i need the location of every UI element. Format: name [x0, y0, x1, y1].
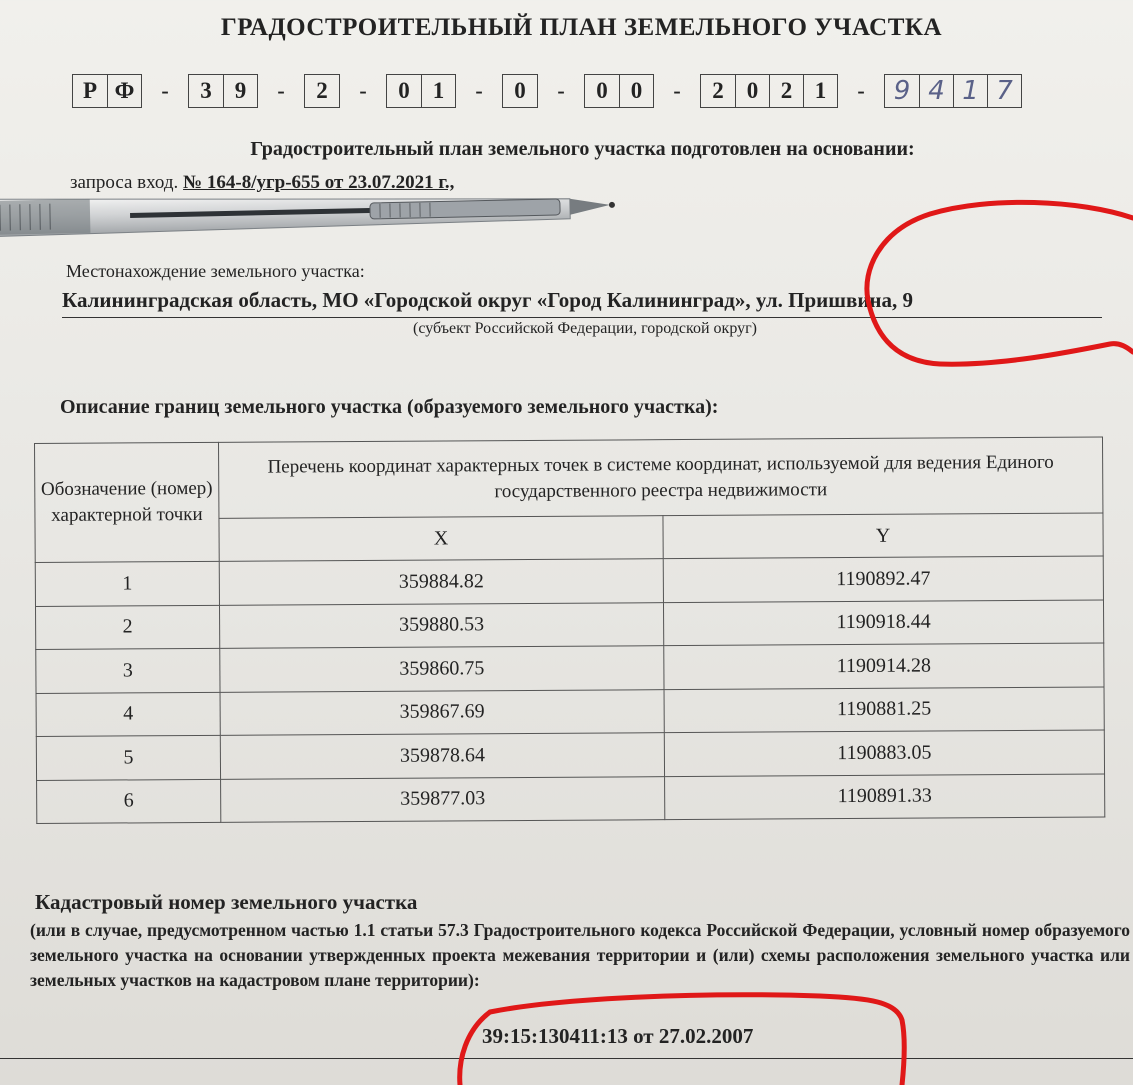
y-coordinate-cell: 1190914.28 — [664, 643, 1104, 689]
reg-separator: - — [277, 78, 285, 103]
bottom-rule — [0, 1058, 1133, 1059]
reg-group — [386, 74, 456, 108]
reg-handwritten-digit: 4 — [919, 75, 953, 107]
reg-handwritten-digit: 7 — [987, 75, 1021, 107]
table-row — [37, 773, 1105, 823]
reg-handwritten-digit: 1 — [953, 75, 987, 107]
reg-separator: - — [673, 78, 681, 103]
reg-separator: - — [359, 78, 367, 103]
reg-char: 2 — [712, 78, 724, 103]
point-number-cell: 4 — [36, 692, 220, 737]
reg-char: Ф — [107, 75, 141, 107]
table-row — [36, 730, 1104, 780]
reg-group — [188, 74, 258, 108]
location-value: Калининградская область, МО «Городской округ «Город Калининград», ул. Пришвина, 9 — [62, 288, 1102, 318]
ballpoint-pen-icon — [0, 180, 670, 240]
reg-char: 2 — [769, 75, 803, 107]
reg-char: 0 — [596, 78, 608, 103]
reg-group — [700, 74, 838, 108]
x-coordinate-cell: 359884.82 — [219, 559, 663, 605]
point-number-cell: 6 — [37, 779, 221, 824]
reg-handwritten-digit: 9 — [893, 76, 911, 106]
y-coordinate-cell: 1190892.47 — [663, 556, 1103, 602]
basis-heading: Градостроительный план земельного участка подготовлен на основании: — [250, 138, 915, 160]
reg-group — [72, 74, 142, 108]
reg-char: 0 — [514, 78, 526, 103]
table-row — [35, 556, 1103, 606]
point-number-cell: 3 — [36, 648, 220, 693]
x-coordinate-cell: 359880.53 — [219, 602, 663, 648]
reg-char: 1 — [421, 75, 455, 107]
request-prefix: запроса вход. — [70, 172, 179, 193]
cadastral-heading: Кадастровый номер земельного участка — [35, 890, 418, 914]
reg-char: Р — [82, 78, 98, 103]
point-number-header: Обозначение (номер) характерной точки — [35, 442, 220, 562]
reg-separator: - — [475, 78, 483, 103]
reg-separator: - — [857, 78, 865, 103]
reg-char: 9 — [223, 75, 257, 107]
y-column-header: Y — [663, 513, 1103, 559]
boundaries-heading: Описание границ земельного участка (образуемого земельного участка): — [60, 396, 719, 418]
point-number-cell: 5 — [36, 735, 220, 780]
reg-group — [304, 74, 340, 108]
y-coordinate-cell: 1190918.44 — [663, 599, 1103, 645]
y-coordinate-cell: 1190881.25 — [664, 686, 1104, 732]
x-column-header: X — [219, 516, 663, 562]
registration-number — [72, 72, 1022, 110]
location-label: Местонахождение земельного участка: — [66, 261, 365, 281]
y-coordinate-cell: 1190883.05 — [664, 730, 1104, 776]
reg-char: 1 — [803, 75, 837, 107]
coordinates-header: Перечень координат характерных точек в системе координат, используемой для ведения Единого государственного реестра недвижимости — [218, 437, 1102, 518]
reg-group — [502, 74, 538, 108]
reg-char: 0 — [398, 78, 410, 103]
reg-char: 0 — [735, 75, 769, 107]
reg-separator: - — [557, 78, 565, 103]
reg-group — [884, 74, 1022, 108]
red-circle-address-icon — [867, 202, 1133, 364]
y-coordinate-cell: 1190891.33 — [665, 773, 1105, 819]
point-number-cell: 2 — [35, 605, 219, 650]
cadastral-note: (или в случае, предусмотренном частью 1.1 статьи 57.3 Градостроительного кодекса Российской Федерации, условный номер образуемого земельного участка на основании утвержденных проекта межевания территории и (или) схемы расположения земельного участка или земельных участков на кадастровом плане территории): — [30, 920, 1130, 990]
document-title: ГРАДОСТРОИТЕЛЬНЫЙ ПЛАН ЗЕМЕЛЬНОГО УЧАСТКА — [220, 14, 943, 41]
table-row — [36, 686, 1104, 736]
x-coordinate-cell: 359877.03 — [221, 776, 665, 822]
table-row — [36, 643, 1104, 693]
x-coordinate-cell: 359867.69 — [220, 689, 664, 735]
request-number: № 164-8/угр-655 от 23.07.2021 г., — [183, 172, 455, 193]
point-number-cell: 1 — [35, 561, 219, 606]
location-hint: (субъект Российской Федерации, городской округ) — [412, 320, 757, 337]
reg-char: 2 — [316, 78, 328, 103]
reg-separator: - — [161, 78, 169, 103]
reg-char: 3 — [200, 78, 212, 103]
coordinates-table — [34, 436, 1105, 824]
x-coordinate-cell: 359878.64 — [220, 733, 664, 779]
reg-group — [584, 74, 654, 108]
cadastral-number: 39:15:130411:13 от 27.02.2007 — [482, 1024, 754, 1048]
reg-char: 0 — [619, 75, 653, 107]
table-row — [35, 599, 1103, 649]
x-coordinate-cell: 359860.75 — [220, 646, 664, 692]
